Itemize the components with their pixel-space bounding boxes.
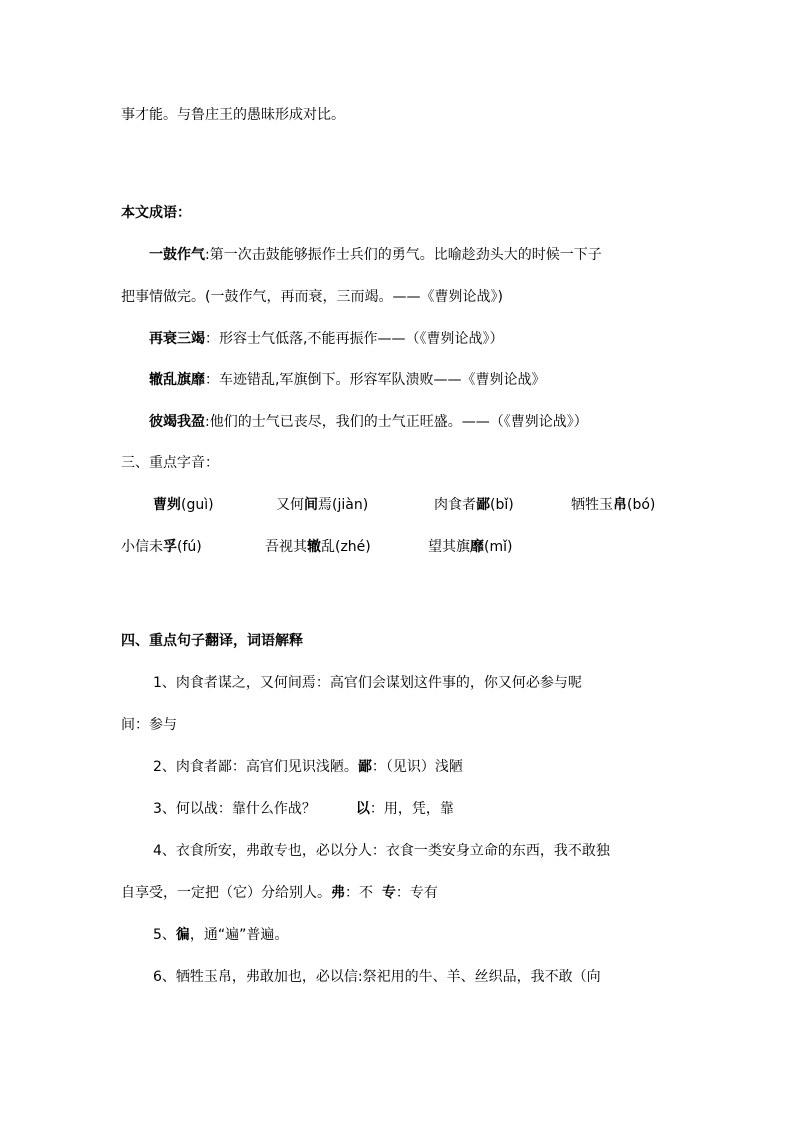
pinyin: (bǐ) bbox=[490, 497, 514, 513]
translation-item-3 bbox=[153, 799, 454, 819]
pronunciation-item bbox=[276, 495, 368, 515]
idiom-3 bbox=[149, 370, 545, 390]
idiom-def: ：形容士气低落,不能再振作——（《曹刿论战》） bbox=[205, 331, 504, 347]
idioms-heading: 本文成语： bbox=[121, 205, 191, 221]
explanation: ，通“遍”普遍。 bbox=[189, 927, 289, 943]
pronunciation-item bbox=[571, 495, 655, 515]
pronunciation-item bbox=[434, 495, 514, 515]
idiom-1-line2: 把事情做完。(一鼓作气，再而衰，三而竭。——《曹刿论战》) bbox=[121, 289, 503, 305]
translation-item-4-line2 bbox=[121, 883, 438, 903]
idiom-term: 辙乱旗靡 bbox=[149, 372, 205, 388]
pronunciation-item bbox=[428, 537, 512, 557]
sentence: 3、何以战：靠什么作战？ bbox=[153, 801, 316, 817]
item-number: 5、 bbox=[153, 927, 176, 943]
translation-item-4-line1: 4、衣食所安，弗敢专也，必以分人：衣食一类安身立命的东西，我不敢独 bbox=[153, 843, 610, 859]
pinyin: (bó) bbox=[627, 497, 656, 513]
idiom-def: :第一次击鼓能够振作士兵们的勇气。比喻趁劲头大的时候一下子 bbox=[205, 247, 602, 263]
explanation: ：用，凭，靠 bbox=[369, 801, 454, 817]
translation-item-1-line1: 1、肉食者谋之，又何间焉：高官们会谋划这件事的，你又何必参与呢 bbox=[153, 675, 582, 691]
context: 肉食者 bbox=[434, 497, 476, 513]
pinyin: (guì) bbox=[181, 497, 214, 513]
context: 牺牲玉 bbox=[571, 497, 613, 513]
key-word: 鄙 bbox=[357, 759, 372, 775]
key-char: 曹刿 bbox=[153, 497, 181, 513]
idiom-1-line1 bbox=[149, 245, 602, 265]
key-word: 专 bbox=[381, 885, 396, 901]
translation-heading: 四、重点句子翻译，词语解释 bbox=[121, 633, 303, 649]
pronunciation-row-1 bbox=[0, 495, 794, 515]
sentence: 自享受，一定把（它）分给别人。 bbox=[121, 885, 331, 901]
pinyin: 焉(jiàn) bbox=[318, 497, 369, 513]
translation-item-6-line1: 6、牺牲玉帛，弗敢加也，必以信:祭祀用的牛、羊、丝织品，我不敢（向 bbox=[153, 969, 601, 985]
context: 小信未 bbox=[121, 539, 163, 555]
pronunciation-row-2 bbox=[0, 537, 794, 557]
pinyin: (fú) bbox=[177, 539, 202, 555]
key-char: 辙 bbox=[307, 539, 321, 555]
idiom-term: 一鼓作气 bbox=[149, 247, 205, 263]
idiom-def: ：车迹错乱,军旗倒下。形容军队溃败——《曹刿论战》 bbox=[205, 372, 546, 388]
idiom-term: 彼竭我盈 bbox=[149, 414, 205, 430]
idiom-def: :他们的士气已丧尽，我们的士气正旺盛。——（《曹刿论战》） bbox=[205, 414, 588, 430]
intro-text: 事才能。与鲁庄王的愚昧形成对比。 bbox=[121, 107, 345, 123]
key-char: 孚 bbox=[163, 539, 177, 555]
idiom-4 bbox=[149, 412, 588, 432]
key-char: 间 bbox=[304, 497, 318, 513]
context: 望其旗 bbox=[428, 539, 470, 555]
pinyin: (mǐ) bbox=[484, 539, 513, 555]
translation-item-1-line2: 间：参与 bbox=[121, 717, 177, 733]
pronunciation-item bbox=[153, 495, 214, 515]
explanation: ：专有 bbox=[395, 885, 438, 901]
context: 又何 bbox=[276, 497, 304, 513]
key-char: 帛 bbox=[613, 497, 627, 513]
context: 吾视其 bbox=[265, 539, 307, 555]
pinyin: 乱(zhé) bbox=[321, 539, 371, 555]
translation-item-5 bbox=[153, 925, 288, 945]
explanation: ：不 bbox=[345, 885, 382, 901]
idiom-2 bbox=[149, 329, 503, 349]
key-char: 鄙 bbox=[476, 497, 490, 513]
pronunciation-item bbox=[121, 537, 202, 557]
key-char: 靡 bbox=[470, 539, 484, 555]
idiom-term: 再衰三竭 bbox=[149, 331, 205, 347]
sentence: 2、肉食者鄙：高官们见识浅陋。 bbox=[153, 759, 358, 775]
key-word: 弗 bbox=[331, 885, 345, 901]
explanation: ：（见识）浅陋 bbox=[371, 759, 463, 775]
pronunciation-item bbox=[265, 537, 371, 557]
translation-item-2 bbox=[153, 757, 463, 777]
key-word: 以 bbox=[355, 801, 370, 817]
pronunciation-heading: 三、重点字音： bbox=[121, 455, 219, 471]
key-word: 徧 bbox=[175, 927, 190, 943]
